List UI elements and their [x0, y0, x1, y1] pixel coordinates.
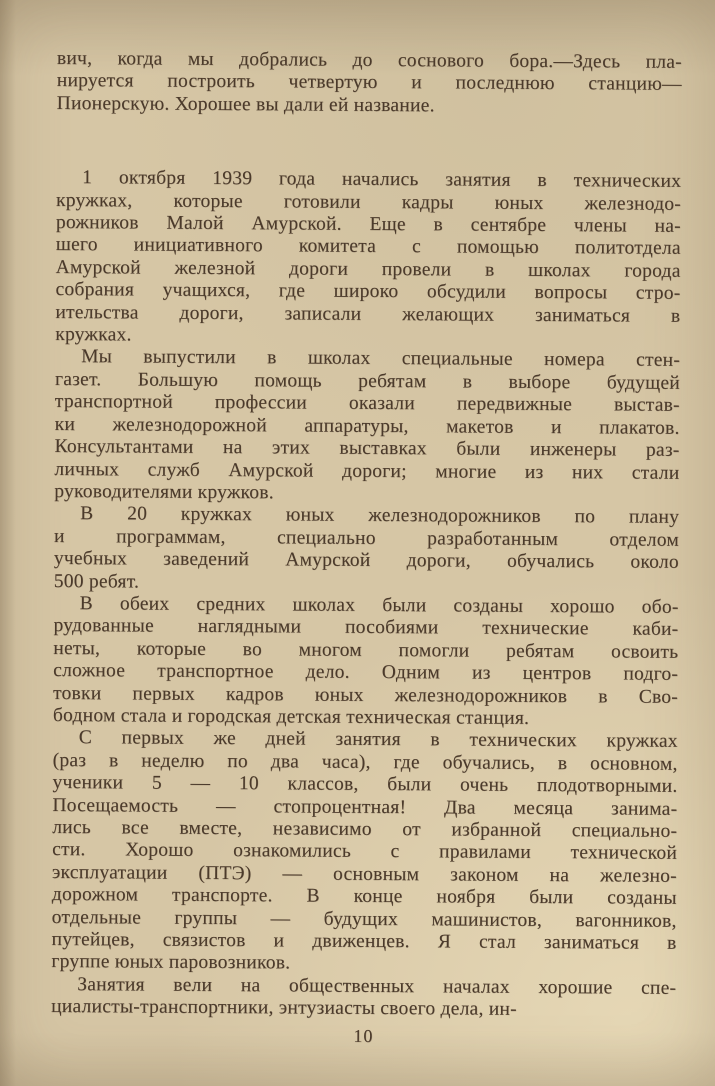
text-line: шего инициативного комитета с помощью политотдела	[55, 234, 681, 260]
text-line: В 20 кружках юных железнодорожников по плану	[80, 503, 680, 529]
text-line: Посещаемость — стопроцентная! Два месяца занима-	[52, 794, 678, 820]
text-line: учебных заведений Амурской дороги, обучались около	[53, 548, 679, 573]
text-line: нируется построить четвертую и последнюю станцию—	[56, 70, 682, 96]
text-line: кружках, которые готовили кадры юных железнодо-	[56, 189, 682, 215]
text-line: товки первых кадров юных железнодорожников в Сво-	[52, 682, 679, 708]
text-line: ки железнодорожной аппаратуры, макетов и плакатов.	[54, 413, 680, 439]
text-line: лись все вместе, независимо от избранной специально-	[52, 816, 678, 842]
text-line: ительства дороги, записали желающих заниматься в	[55, 301, 681, 327]
text-line: группе юных паровозников.	[51, 951, 291, 974]
text-line: личных служб Амурской дороги; многие из них стали	[54, 458, 680, 484]
text-line: сложное транспортное дело. Одним из центров подго-	[53, 660, 679, 685]
text-line: эксплуатации (ПТЭ) — основным законом на железно-	[51, 861, 678, 887]
paragraph	[55, 167, 681, 350]
paragraph	[53, 593, 679, 731]
text-line: бодном стала и городская детская техническая станция.	[52, 704, 530, 729]
text-line: руководителями кружков.	[54, 480, 274, 504]
text-line: С первых же дней занятия в технических кружках	[78, 727, 678, 753]
text-line: циалисты-транспортники, энтузиасты своего дела, ин-	[51, 996, 517, 1021]
text-line: и программам, специально разработанным отделом	[53, 525, 680, 551]
text-line: Мы выпустили в школах специальные номера стен-	[81, 346, 681, 372]
text-line: отдельные группы — будущих машинистов, вагонников,	[51, 906, 677, 932]
text-line: путейцев, связистов и движенцев. Я стал заниматься в	[51, 929, 677, 954]
text-line: Занятия вели на общественных началах хорошие спе-	[77, 973, 677, 999]
paragraph	[51, 974, 676, 1023]
text-line: транспортной профессии оказали передвижные выстав-	[54, 391, 680, 417]
text-line: газет. Большую помощь ребятам в выборе будущей	[54, 368, 681, 394]
page-number: 10	[353, 1025, 374, 1046]
text-line: собрания учащихся, где широко обсудили вопросы стро-	[55, 279, 681, 305]
text-block	[51, 48, 682, 1049]
text-line: кружках.	[55, 324, 132, 346]
text-line: рудованные наглядными пособиями технические каби-	[53, 615, 679, 641]
text-line: (раз в неделю по два часа), где обучались, в основном,	[52, 749, 678, 775]
paragraph	[54, 503, 680, 596]
text-line: рожников Малой Амурской. Еще в сентябре члены на-	[55, 212, 681, 237]
text-line: сти. Хорошо ознакомились с правилами технической	[52, 839, 678, 865]
text-line: неты, которые во многом помогли ребятам освоить	[53, 637, 679, 663]
text-line: 500 ребят.	[53, 570, 140, 593]
text-line: Пионерскую. Хорошее вы дали ей название.	[56, 92, 435, 117]
paragraph	[51, 727, 677, 977]
text-line: В обеих средних школах были созданы хорошо обо-	[79, 593, 679, 618]
text-line: ученики 5 — 10 классов, были очень плодотворными.	[52, 772, 678, 797]
text-line: Амурской железной дороги провели в школах города	[55, 256, 681, 282]
text-line: вич, когда мы добрались до соснового бора.—Здесь пла-	[56, 48, 682, 73]
text-line: Консультантами на этих выставках были инженеры раз-	[54, 436, 680, 461]
paragraph	[54, 346, 680, 507]
text-line: дорожном транспорте. В конце ноября были созданы	[51, 884, 677, 910]
text-line: 1 октября 1939 года начались занятия в технических	[82, 167, 682, 193]
paragraph	[57, 48, 682, 119]
